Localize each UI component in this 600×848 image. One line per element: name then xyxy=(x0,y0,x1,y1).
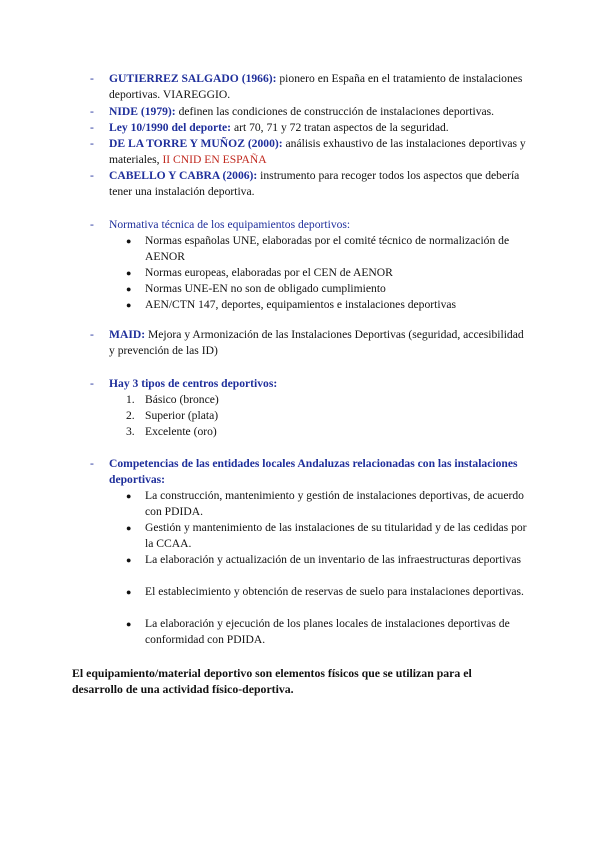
reference-item xyxy=(90,136,530,168)
section-heading: Hay 3 tipos de centros deportivos: xyxy=(109,377,278,390)
bullet-icon: ● xyxy=(126,236,132,246)
maid-item xyxy=(90,327,530,359)
reference-term: NIDE (1979): xyxy=(109,105,176,118)
dash-marker: - xyxy=(90,457,94,470)
dash-marker: - xyxy=(90,137,94,150)
reference-term: GUTIERREZ SALGADO (1966): xyxy=(109,72,277,85)
section-heading: Normativa técnica de los equipamientos deportivos: xyxy=(109,218,351,231)
centros-heading xyxy=(90,376,530,392)
reference-text: Mejora y Armonización de las Instalaciones Deportivas (seguridad, accesibilidad y prevención de las ID) xyxy=(109,328,524,357)
list-item: ● La elaboración y actualización de un inventario de las infraestructuras deportivas xyxy=(126,553,521,566)
bullet-icon: ● xyxy=(126,268,132,278)
numbered-item: 1. Básico (bronce) xyxy=(126,393,219,406)
bullet-icon: ● xyxy=(126,587,132,597)
numbered-item: 3. Excelente (oro) xyxy=(126,425,217,438)
list-item: ● La construcción, mantenimiento y gestión de instalaciones deportivas, de acuerdo con PDIDA. xyxy=(126,489,524,518)
competencias-heading xyxy=(90,456,530,488)
reference-item xyxy=(90,120,530,136)
reference-term: DE LA TORRE Y MUÑOZ (2000): xyxy=(109,137,283,150)
reference-text: pionero en España en el tratamiento de instalaciones deportivas. VIAREGGIO. xyxy=(109,72,523,101)
reference-term: CABELLO Y CABRA (2006): xyxy=(109,169,258,182)
bullet-icon: ● xyxy=(126,300,132,310)
reference-term: MAID: xyxy=(109,328,146,341)
bullet-icon: ● xyxy=(126,523,132,533)
list-item: ● Normas españolas UNE, elaboradas por el comité técnico de normalización de AENOR xyxy=(126,234,510,263)
section-heading: Competencias de las entidades locales Andaluzas relacionadas con las instalaciones deportivas: xyxy=(109,457,518,486)
list-item: ● AEN/CTN 147, deportes, equipamientos e instalaciones deportivas xyxy=(126,298,457,311)
bullet-icon: ● xyxy=(126,284,132,294)
final-statement: El equipamiento/material deportivo son elementos físicos que se utilizan para el desarrollo de una actividad físico-deportiva. xyxy=(72,666,472,696)
list-item: ● El establecimiento y obtención de reservas de suelo para instalaciones deportivas. xyxy=(126,585,524,598)
list-item: ● La elaboración y ejecución de los planes locales de instalaciones deportivas de conformidad con PDIDA. xyxy=(126,617,510,646)
bullet-icon: ● xyxy=(126,491,132,501)
reference-item xyxy=(90,104,530,120)
list-item: ● Gestión y mantenimiento de las instalaciones de su titularidad y de las cedidas por la CCAA. xyxy=(126,521,527,550)
normativa-heading xyxy=(90,217,530,233)
numbered-item: 2. Superior (plata) xyxy=(126,409,219,422)
bullet-icon: ● xyxy=(126,555,132,565)
dash-marker: - xyxy=(90,169,94,182)
dash-marker: - xyxy=(90,105,94,118)
reference-item xyxy=(90,168,530,200)
list-item: ● Normas UNE-EN no son de obligado cumplimiento xyxy=(126,282,386,295)
reference-term: Ley 10/1990 del deporte: xyxy=(109,121,232,134)
dash-marker: - xyxy=(90,121,94,134)
dash-marker: - xyxy=(90,377,94,390)
dash-marker: - xyxy=(90,72,94,85)
bullet-icon: ● xyxy=(126,619,132,629)
dash-marker: - xyxy=(90,328,94,341)
reference-text: art 70, 71 y 72 tratan aspectos de la seguridad. xyxy=(231,121,449,134)
list-item: ● Normas europeas, elaboradas por el CEN de AENOR xyxy=(126,266,393,279)
dash-marker: - xyxy=(90,218,94,231)
reference-text: análisis exhaustivo de las instalaciones deportivas y materiales, xyxy=(109,137,526,166)
reference-text: instrumento para recoger todos los aspectos que debería tener una instalación deportiva. xyxy=(109,169,520,198)
reference-text: definen las condiciones de construcción de instalaciones deportivas. xyxy=(175,105,495,118)
reference-item xyxy=(90,71,530,103)
highlight-text: II CNID EN ESPAÑA xyxy=(162,153,267,166)
